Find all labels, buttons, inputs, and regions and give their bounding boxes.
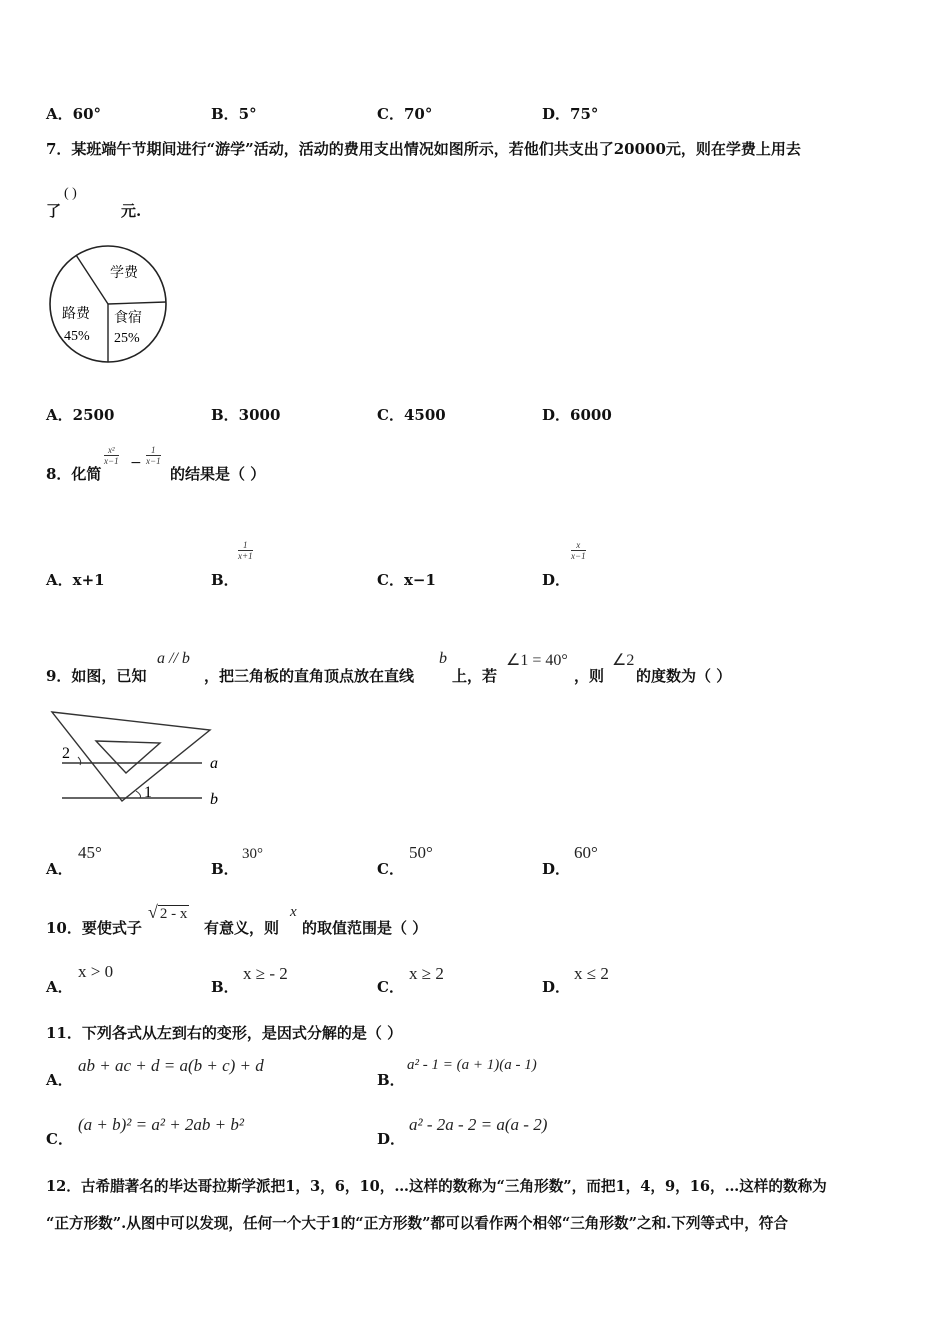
q9-angle1-arc — [136, 791, 141, 798]
pie-pct-lufei: 45% — [64, 329, 90, 344]
q11-option-a-label: A． — [46, 1071, 73, 1089]
q9-option-a-value: 45° — [78, 843, 102, 862]
q6-option-b: B．5° — [211, 105, 257, 123]
q8-frac2-num: 1 — [151, 445, 156, 455]
q10-option-b-label: B． — [211, 978, 239, 996]
q9-stem-mid3: ，则 — [574, 667, 605, 685]
q10-option-b-value: x ≥ - 2 — [243, 964, 288, 983]
q7-option-d: D．6000 — [542, 406, 612, 424]
q8-stem-post: 的结果是（ ） — [170, 465, 266, 483]
q9-var-b: b — [439, 650, 447, 667]
q8-minus: − — [130, 455, 142, 471]
pie-pct-shisu: 25% — [114, 331, 140, 346]
q9-stem-pre: 9．如图，已知 — [46, 667, 147, 685]
q10-var-x: x — [290, 904, 297, 920]
q9-cond-parallel: a // b — [157, 650, 190, 667]
q9-stem-post: 的度数为（ ） — [636, 667, 732, 685]
q10-option-d-label: D． — [542, 978, 571, 996]
q7-stem-line1: 7．某班端午节期间进行“游学”活动，活动的费用支出情况如图所示，若他们共支出了20000元，则在学费上用去 — [46, 140, 801, 158]
q8-frac1-num: x² — [107, 445, 115, 455]
q9-stem-mid1: ，把三角板的直角顶点放在直线 — [204, 667, 415, 685]
q9-angle2: ∠2 — [612, 652, 635, 669]
q11-option-a-value: ab + ac + d = a(b + c) + d — [78, 1056, 264, 1075]
q11-option-b-label: B． — [377, 1071, 405, 1089]
q10-stem-pre: 10．要使式子 — [46, 919, 142, 937]
q10-option-c-label: C． — [377, 978, 404, 996]
q9-fig-label-b: b — [210, 791, 218, 808]
q11-option-c-value: (a + b)² = a² + 2ab + b² — [78, 1115, 244, 1134]
pie-label-xuefei: 学费 — [110, 265, 138, 281]
pie-divider-2 — [108, 302, 166, 304]
q8-option-d-fraction: x x−1 — [571, 540, 586, 561]
pie-divider-1 — [76, 255, 108, 304]
q12-stem-line2: “正方形数”.从图中可以发现，任何一个大于1的“正方形数”都可以看作两个相邻“三角形数”之和.下列等式中，符合 — [46, 1215, 788, 1232]
q11-option-b-value: a² - 1 = (a + 1)(a - 1) — [407, 1057, 537, 1073]
q9-stem-mid2: 上，若 — [452, 667, 498, 685]
q10-radical: √ 2 - x — [148, 902, 188, 922]
pie-label-shisu: 食宿 — [114, 310, 142, 326]
q8-frac1-den: x−1 — [104, 456, 119, 466]
q7-stem-pre: 了 — [46, 202, 62, 220]
q7-option-b: B．3000 — [211, 406, 281, 424]
q12-stem-line1: 12．古希腊著名的毕达哥拉斯学派把1，3，6，10，…这样的数称为“三角形数”，而把1，4，9，16，…这样的数称为 — [46, 1178, 827, 1195]
q6-option-c: C．70° — [377, 105, 433, 123]
q10-radicand: 2 - x — [159, 906, 188, 922]
q9-figure — [50, 705, 230, 809]
q9-option-a-label: A． — [46, 860, 73, 878]
q8-fraction-2 — [146, 445, 161, 466]
q6-option-d: D．75° — [542, 105, 599, 123]
q11-option-d-value: a² - 2a - 2 = a(a - 2) — [409, 1115, 548, 1134]
q10-stem-post: 的取值范围是（ ） — [302, 919, 428, 937]
q11-option-c-label: C． — [46, 1130, 73, 1148]
q8-option-b-label: B． — [211, 571, 239, 589]
q10-option-d-value: x ≤ 2 — [574, 964, 609, 983]
pie-label-lufei: 路费 — [62, 306, 90, 322]
q8-stem-pre: 8．化简 — [46, 465, 102, 483]
q9-fig-label-1: 1 — [144, 784, 152, 801]
q9-option-d-value: 60° — [574, 843, 598, 862]
q8-option-b-fraction: 1 x+1 — [238, 540, 253, 561]
q7-blank-paren: ( ) — [64, 186, 77, 201]
q9-option-c-label: C． — [377, 860, 404, 878]
q9-angle2-arc — [78, 757, 81, 765]
q9-option-c-value: 50° — [409, 843, 433, 862]
q7-stem-post: 元. — [121, 202, 142, 220]
q6-option-a: A．60° — [46, 105, 102, 123]
q8-option-a: A．x+1 — [46, 571, 105, 589]
q10-option-c-value: x ≥ 2 — [409, 964, 444, 983]
q8-fraction-1 — [104, 445, 119, 466]
q7-pie-chart — [46, 242, 172, 368]
q10-option-a-label: A． — [46, 978, 73, 996]
q9-fig-label-a: a — [210, 755, 218, 772]
q7-option-c: C．4500 — [377, 406, 446, 424]
q9-option-d-label: D． — [542, 860, 571, 878]
q11-stem: 11．下列各式从左到右的变形，是因式分解的是（ ） — [46, 1024, 403, 1042]
q9-fig-label-2: 2 — [62, 745, 70, 762]
q9-option-b-value: 30° — [242, 846, 263, 862]
q10-option-a-value: x > 0 — [78, 962, 114, 981]
q7-option-a: A．2500 — [46, 406, 115, 424]
q9-outer-triangle — [52, 712, 210, 801]
q11-option-d-label: D． — [377, 1130, 406, 1148]
q8-option-d-label: D． — [542, 571, 571, 589]
q8-frac2-den: x−1 — [146, 456, 161, 466]
q10-stem-mid: 有意义，则 — [204, 919, 280, 937]
q9-cond-angle1: ∠1 = 40° — [506, 652, 568, 669]
q9-inner-triangle — [96, 741, 160, 773]
q9-option-b-label: B． — [211, 860, 239, 878]
q8-option-c: C．x−1 — [377, 571, 436, 589]
